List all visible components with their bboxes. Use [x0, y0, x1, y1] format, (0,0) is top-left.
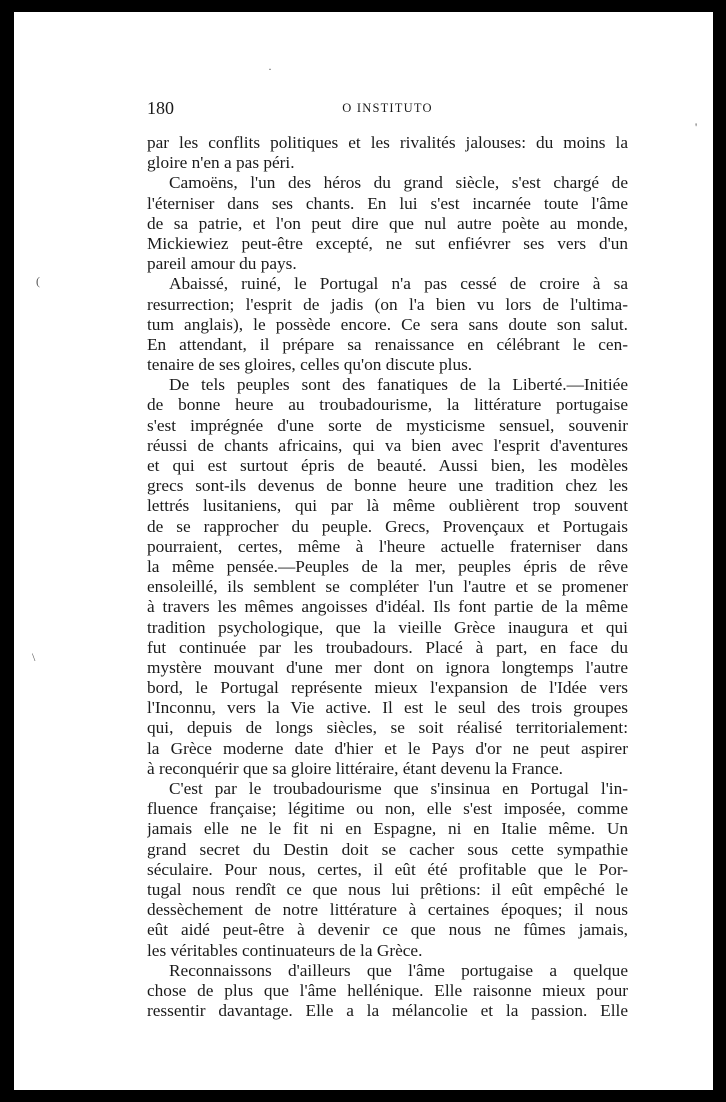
text-line: de se rapprocher du peuple. Grecs, Provençaux et Portugais [147, 516, 628, 536]
text-line: eût aidé peut-être à devenir ce que nous ne fûmes jamais, [147, 920, 628, 940]
text-line: l'éterniser dans ses chants. En lui s'est incarnée toute l'âme [147, 193, 628, 213]
text-line: tradition psychologique, que la vieille Grèce inaugura et qui [147, 617, 628, 637]
text-line: pareil amour du pays. [147, 254, 297, 274]
text-line: par les conflits politiques et les rivalités jalouses: du moins la [147, 133, 628, 152]
text-line: de sa patrie, et l'on peut dire que nul autre poète au monde, [147, 213, 628, 233]
text-line: Abaissé, ruiné, le Portugal n'a pas cessé de croire à sa [169, 274, 628, 294]
scan-speck: ( [36, 274, 40, 288]
text-line: à reconquérir que sa gloire littéraire, étant devenu la France. [147, 758, 563, 778]
text-line: Mickiewiez peut-être excepté, ne sut enfiévrer ses vers d'un [147, 233, 628, 253]
text-line: qui, depuis de longs siècles, se soit réalisé territorialement: [147, 718, 628, 738]
text-line: de bonne heure au troubadourisme, la littérature portugaise [147, 395, 628, 415]
text-line: les véritables continuateurs de la Grèce. [147, 940, 423, 960]
book-page [14, 12, 713, 1090]
text-line: la même pensée.—Peuples de la mer, peuples épris de rêve [147, 556, 628, 576]
text-line: De tels peuples sont des fanatiques de la Liberté.—Initiée [169, 375, 628, 395]
text-line: séculaire. Pour nous, certes, il eût été profitable que le Por- [147, 859, 628, 879]
scan-speck: · [268, 62, 272, 76]
page-header [147, 98, 628, 120]
text-line: s'est imprégnée d'une sorte de mysticisme sensuel, souvenir [147, 415, 628, 435]
running-title: O INSTITUTO [342, 101, 433, 115]
text-line: fut continuée par les troubadours. Placé à part, en face du [147, 637, 628, 657]
text-line: dessèchement de notre littérature à certaines époques; il nous [147, 900, 628, 920]
text-line: tugal nous rendît ce que nous lui prêtions: il eût empêché le [147, 879, 628, 899]
text-line: En attendant, il prépare sa renaissance en célébrant le cen- [147, 334, 628, 354]
scan-speck: \ [32, 650, 36, 664]
body-text [147, 133, 628, 1021]
text-line: jamais elle ne le fit ni en Espagne, ni en Italie même. Un [147, 819, 628, 839]
text-line: mystère mouvant d'une mer dont on ignora longtemps l'autre [147, 657, 628, 677]
text-line: Camoëns, l'un des héros du grand siècle, s'est chargé de [169, 173, 628, 193]
text-line: tum anglais), le possède encore. Ce sera sans doute son salut. [147, 314, 628, 334]
text-line: grand secret du Destin doit se cacher sous cette sympathie [147, 839, 628, 859]
text-line: la Grèce moderne date d'hier et le Pays d'or ne peut aspirer [147, 738, 628, 758]
scan-speck: ' [695, 120, 698, 134]
text-line: tenaire de ses gloires, celles qu'on discute plus. [147, 355, 473, 375]
text-line: et qui est surtout épris de beauté. Aussi bien, les modèles [147, 456, 628, 475]
text-line: à travers les mêmes angoisses d'idéal. Ils font partie de la même [147, 597, 628, 617]
page-number: 180 [147, 98, 174, 118]
text-line: ensoleillé, ils semblent se compléter l'un l'autre et se promener [147, 577, 628, 597]
text-line: bord, le Portugal représente mieux l'expansion de l'Idée vers [147, 678, 628, 698]
text-line: resurrection; l'esprit de jadis (on l'a bien vu lors de l'ultima- [147, 294, 628, 314]
text-line: ressentir davantage. Elle a la mélancolie et la passion. Elle [147, 1001, 628, 1021]
text-line: lettrés lusitaniens, qui par là même oublièrent trop souvent [147, 496, 628, 516]
text-line: pourraient, certes, même à l'heure actuelle fraterniser dans [147, 536, 628, 556]
text-line: gloire n'en a pas péri. [147, 153, 295, 173]
text-line: Reconnaissons d'ailleurs que l'âme portugaise a quelque [169, 960, 628, 980]
text-line: réussi de chants africains, qui va bien avec l'esprit d'aventures [147, 435, 628, 455]
text-line: l'Inconnu, vers la Vie active. Il est le seul des trois groupes [147, 698, 628, 718]
text-line: chose de plus que l'âme hellénique. Elle raisonne mieux pour [147, 980, 628, 1000]
text-line: fluence française; légitime ou non, elle s'est imposée, comme [147, 799, 628, 819]
text-line: grecs sont-ils devenus de bonne heure une tradition chez les [147, 476, 628, 496]
text-line: C'est par le troubadourisme que s'insinua en Portugal l'in- [169, 779, 628, 798]
